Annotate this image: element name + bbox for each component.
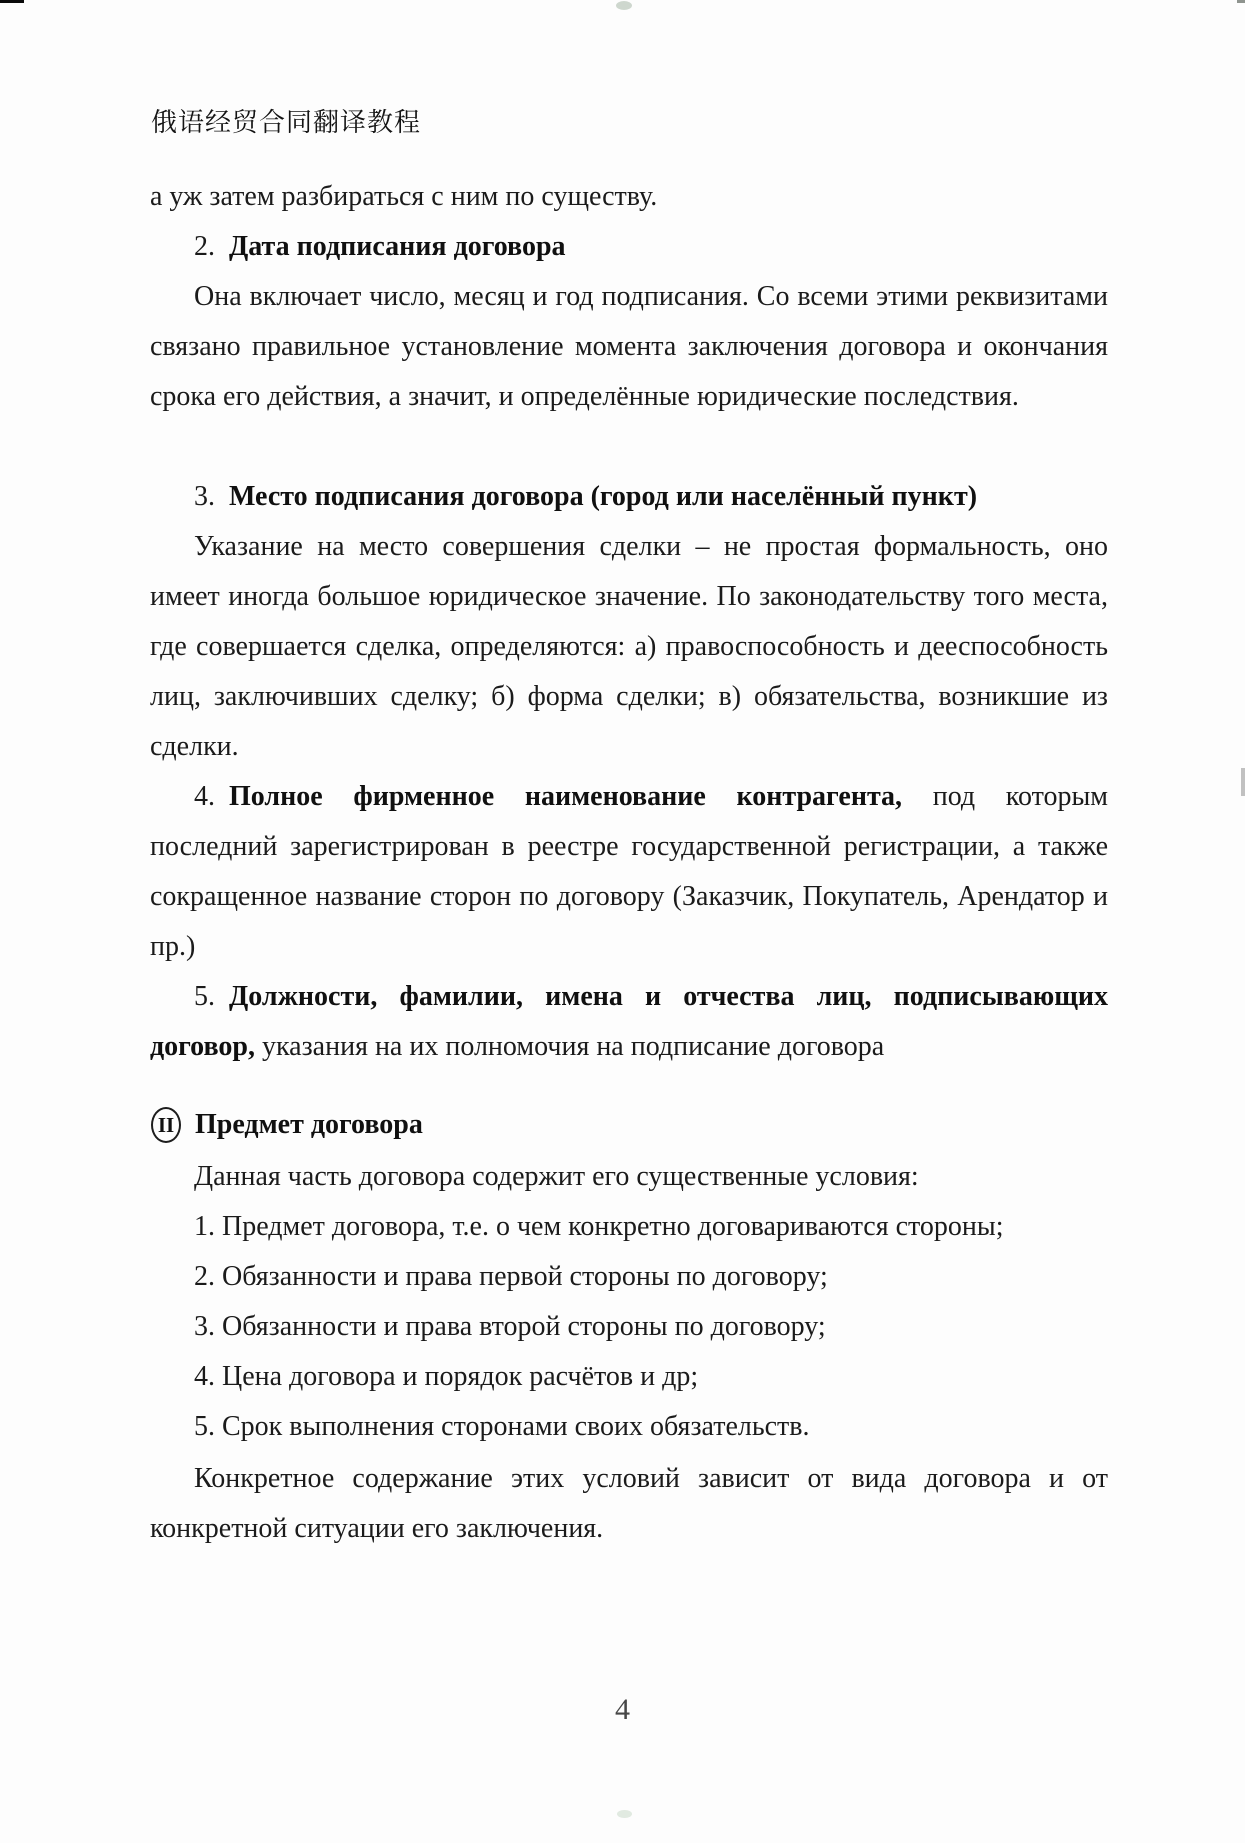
scan-artifact-top-right [1237, 0, 1245, 3]
item-4-bold-lead: Полное фирменное наименование контрагента, [229, 781, 903, 812]
heading-text: Дата подписания договора [229, 231, 566, 262]
paragraph-continuation: а уж затем разбираться с ним по существу. [150, 181, 658, 212]
item-5-bold-lead: Должности, фамилии, имена и отчества лиц, подписывающих договор, [150, 981, 1108, 1062]
list-item: 5. Срок выполнения сторонами своих обязательств. [194, 1411, 810, 1442]
heading-item-2 [150, 222, 1108, 272]
item-5-body: указания на их полномочия на подписание договора [262, 1031, 885, 1062]
paragraph-item-4 [150, 772, 1108, 972]
item-number: 2. [194, 231, 215, 262]
section-2-list [150, 1152, 1108, 1452]
paragraph-item-3: Указание на место совершения сделки – не простая формальность, оно имеет иногда большое юридическое значение. По законодательству того места, где совершается сделка, определяются: а) правоспособность и дееспособность лиц, заключивших сделку; б) форма сделки; в) обязательства, возникшие из сделки. [150, 531, 1108, 762]
item-4-body: под которым последний зарегистрирован в реестре государственной регистрации, а также сокращенное название сторон по договору (Заказчик, Покупатель, Арендатор и пр.) [150, 781, 1109, 962]
paragraph-item-2: Она включает число, месяц и год подписания. Со всеми этими реквизитами связано правильное установление момента заключения договора и окончания срока его действия, а значит, и определённые юридические последствия. [150, 281, 1108, 412]
scan-artifact-top-center [616, 1, 632, 10]
page-number: 4 [615, 1693, 630, 1726]
item-number: 4. [194, 781, 215, 812]
list-item: 2. Обязанности и права первой стороны по договору; [194, 1261, 828, 1292]
list-item: 3. Обязанности и права второй стороны по договору; [194, 1311, 826, 1342]
item-number: 5. [194, 981, 215, 1012]
section-2-title: Предмет договора [195, 1109, 423, 1140]
scan-artifact-top-left [0, 0, 24, 3]
section-2-heading [150, 1100, 1108, 1150]
list-item: 1. Предмет договора, т.е. о чем конкретно договариваются стороны; [194, 1211, 1004, 1242]
paragraph-final: Конкретное содержание этих условий зависит от вида договора и от конкретной ситуации его заключения. [150, 1463, 1108, 1544]
book-title-header: 俄语经贸合同翻译教程 [151, 108, 422, 137]
list-item: 4. Цена договора и порядок расчётов и др; [194, 1361, 699, 1392]
scan-artifact-bottom-center [617, 1810, 632, 1818]
heading-item-3 [150, 472, 1108, 522]
item-number: 3. [194, 481, 215, 512]
roman-numeral-circle-icon [151, 1107, 181, 1143]
heading-text: Место подписания договора (город или населённый пункт) [229, 481, 978, 512]
list-item: Данная часть договора содержит его существенные условия: [194, 1161, 919, 1192]
roman-numeral: II [157, 1112, 175, 1137]
paragraph-item-5 [150, 972, 1108, 1072]
scan-artifact-right-edge [1241, 768, 1245, 796]
